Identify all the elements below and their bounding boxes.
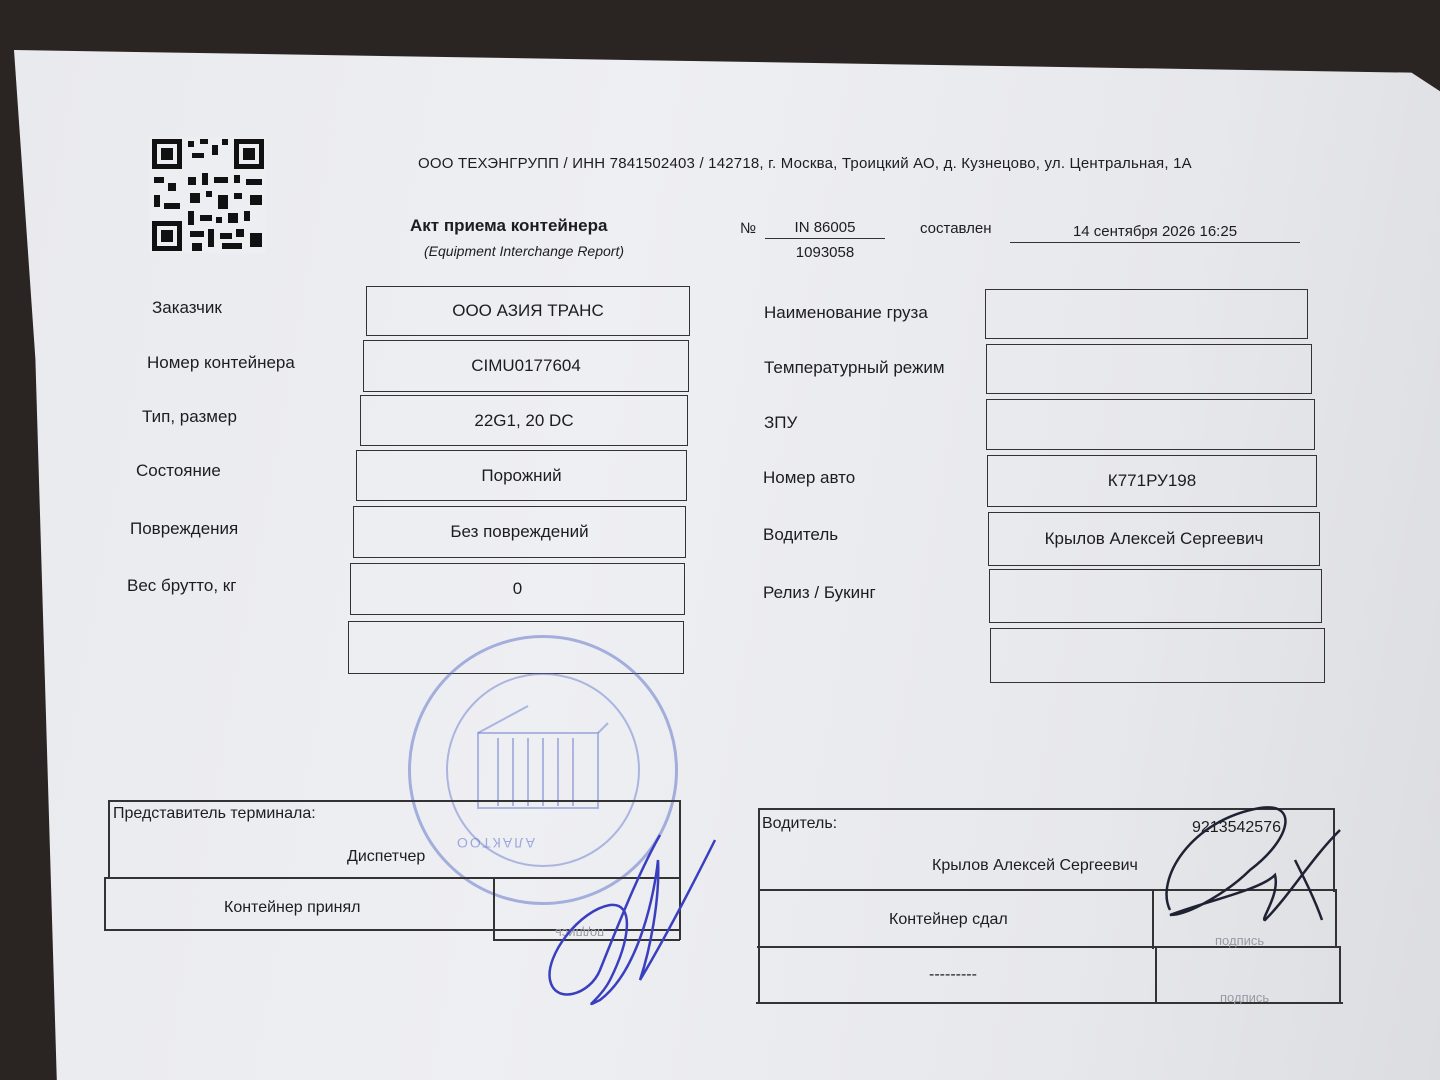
driver-signature (1150, 800, 1350, 940)
field-release-booking (989, 569, 1322, 623)
field-type-size: 22G1, 20 DC (360, 395, 688, 446)
stamp-container-icon (468, 698, 618, 838)
document-number-sub: 1093058 (795, 244, 855, 261)
number-sign: № (740, 220, 757, 237)
field-customer: ООО АЗИЯ ТРАНС (366, 286, 690, 336)
label-seal: ЗПУ (764, 413, 798, 432)
driver-dashes: --------- (929, 966, 977, 983)
label-damages: Повреждения (130, 519, 239, 538)
field-seal (986, 399, 1315, 450)
label-vehicle-number: Номер авто (763, 468, 856, 487)
composed-label: составлен (920, 220, 992, 237)
label-container-number: Номер контейнера (147, 353, 295, 372)
field-temperature (986, 344, 1312, 394)
document-number: IN 86005 (765, 219, 885, 239)
field-driver: Крылов Алексей Сергеевич (988, 512, 1320, 566)
field-state: Порожний (356, 450, 687, 501)
terminal-signature-label: подпись (555, 926, 605, 941)
field-cargo-name (985, 289, 1308, 339)
stamp-center-text: АЛАКТОО (455, 835, 536, 851)
driver-block-title: Водитель: (762, 815, 838, 832)
driver-name: Крылов Алексей Сергеевич (932, 857, 1138, 874)
driver-handed-over-label: Контейнер сдал (889, 911, 1008, 928)
field-damages: Без повреждений (353, 506, 686, 558)
label-release-booking: Релиз / Букинг (763, 583, 876, 602)
terminal-rep-title: Представитель терминала: (113, 805, 316, 822)
document-title: Акт приема контейнера (410, 216, 608, 235)
label-temperature: Температурный режим (764, 358, 945, 377)
terminal-rep-role: Диспетчер (347, 848, 426, 865)
driver-signature-label: подпись (1215, 933, 1265, 948)
terminal-signature (540, 830, 740, 1020)
label-customer: Заказчик (152, 298, 222, 317)
field-gross-weight: 0 (350, 563, 685, 615)
field-vehicle-number: К771РУ198 (987, 455, 1317, 507)
qr-code (150, 137, 266, 253)
driver-phone: 9213542576 (1192, 819, 1281, 836)
field-right-empty (990, 628, 1325, 683)
label-gross-weight: Вес брутто, кг (127, 576, 237, 595)
field-container-number: CIMU0177604 (363, 340, 689, 392)
document-subtitle: (Equipment Interchange Report) (424, 243, 624, 259)
terminal-accepted-label: Контейнер принял (224, 899, 361, 916)
label-type-size: Тип, размер (142, 407, 237, 426)
company-header-line: ООО ТЕХЭНГРУПП / ИНН 7841502403 / 142718, г. Москва, Троицкий АО, д. Кузнецово, ул. Центральная, 1А (418, 155, 1192, 172)
label-cargo-name: Наименование груза (764, 303, 928, 322)
label-state: Состояние (136, 461, 221, 480)
composed-date: 14 сентября 2026 16:25 (1010, 223, 1300, 243)
label-driver: Водитель (763, 525, 839, 544)
driver-signature-label-2: подпись (1220, 990, 1270, 1005)
